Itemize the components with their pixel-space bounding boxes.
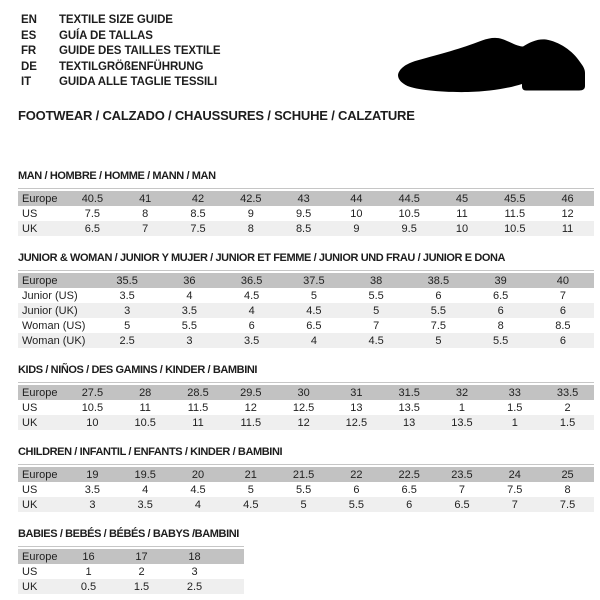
table-row xyxy=(18,564,244,579)
size-cell: 5 xyxy=(310,289,317,302)
size-cell: 42 xyxy=(191,192,205,205)
dress-shoe-silhouette xyxy=(398,38,585,92)
size-cell: 4 xyxy=(142,483,149,496)
size-cell: 7 xyxy=(458,483,466,496)
size-cell: 40.5 xyxy=(81,192,104,205)
size-section xyxy=(18,170,590,236)
language-row xyxy=(21,75,221,91)
size-cell: 44 xyxy=(350,192,363,205)
size-cell: 1.5 xyxy=(133,580,150,593)
section-title: JUNIOR & WOMAN / JUNIOR Y MUJER / JUNIOR ET FEMME / JUNIOR UND FRAU / JUNIOR E DONA xyxy=(18,252,506,264)
size-cell: 5.5 xyxy=(492,334,509,347)
size-cell: 31 xyxy=(350,386,363,399)
language-title: TEXTILGRÖßENFÜHRUNG xyxy=(59,60,204,73)
table-row xyxy=(18,303,594,318)
language-code: FR xyxy=(21,45,37,57)
size-cell: 5.5 xyxy=(295,483,312,496)
size-cell: 21.5 xyxy=(292,468,315,481)
row-label: Europe xyxy=(22,550,58,563)
size-cell: 8.5 xyxy=(555,319,571,332)
size-cell: 7 xyxy=(559,289,566,302)
size-table-grid xyxy=(18,385,594,430)
size-cell: 13 xyxy=(403,416,416,429)
section-title: MAN / HOMBRE / HOMME / MANN / MAN xyxy=(18,170,216,182)
size-cell: 10.5 xyxy=(504,222,526,235)
size-cell: 9 xyxy=(247,207,254,220)
size-cell: 10.5 xyxy=(134,416,156,429)
row-label: UK xyxy=(22,416,38,429)
size-cell: 10 xyxy=(86,416,99,429)
size-cell: 6.5 xyxy=(84,222,101,235)
size-cell: 7.5 xyxy=(84,207,101,220)
size-cell: 28 xyxy=(139,386,152,399)
table-row xyxy=(18,385,594,400)
size-cell: 12.5 xyxy=(292,401,315,414)
size-cell: 32 xyxy=(455,386,469,399)
size-cell: 3 xyxy=(89,498,96,511)
language-title: TEXTILE SIZE GUIDE xyxy=(59,14,173,26)
size-cell: 11.5 xyxy=(240,416,262,429)
size-cell: 1.5 xyxy=(507,401,523,414)
size-cell: 11 xyxy=(561,222,574,235)
size-cell: 3.5 xyxy=(119,289,135,302)
size-cell: 7.5 xyxy=(430,319,447,332)
section-title: BABIES / BEBÉS / BÉBÉS / BABYS /BAMBINI xyxy=(18,528,239,540)
size-cell: 5 xyxy=(247,483,254,496)
size-cell: 45.5 xyxy=(504,192,526,205)
row-label: Woman (UK) xyxy=(22,334,86,347)
row-label: UK xyxy=(22,222,38,235)
empty-cell xyxy=(221,549,244,564)
size-cell: 22.5 xyxy=(398,468,420,481)
size-cell: 6 xyxy=(497,304,504,317)
size-cell: 7 xyxy=(142,222,149,235)
size-cell: 7.5 xyxy=(190,222,206,235)
size-cell: 6 xyxy=(559,304,566,317)
row-label: UK xyxy=(22,498,38,511)
table-row xyxy=(18,400,594,415)
size-cell: 6.5 xyxy=(306,319,322,332)
size-cell: 9.5 xyxy=(295,207,312,220)
size-cell: 8 xyxy=(142,207,149,220)
row-label: Europe xyxy=(22,274,58,287)
size-cell: 37.5 xyxy=(303,274,325,287)
language-code: IT xyxy=(21,76,32,88)
size-cell: 5 xyxy=(373,304,380,317)
size-cell: 3 xyxy=(191,565,198,578)
size-cell: 22 xyxy=(350,468,363,481)
size-cell: 38.5 xyxy=(427,274,450,287)
empty-cell xyxy=(221,579,244,594)
size-cell: 12 xyxy=(297,416,310,429)
size-cell: 12.5 xyxy=(345,416,368,429)
size-cell: 0.5 xyxy=(80,580,97,593)
size-cell: 44.5 xyxy=(398,192,420,205)
size-cell: 19.5 xyxy=(134,468,156,481)
size-cell: 8.5 xyxy=(295,222,312,235)
size-cell: 9 xyxy=(353,222,360,235)
row-label: UK xyxy=(22,580,38,593)
size-cell: 42.5 xyxy=(240,192,262,205)
table-row xyxy=(18,333,594,348)
row-label: US xyxy=(22,483,38,496)
size-cell: 2.5 xyxy=(119,334,135,347)
language-title: GUIDA ALLE TAGLIE TESSILI xyxy=(59,76,218,88)
size-cell: 16 xyxy=(82,550,95,563)
size-cell: 23.5 xyxy=(451,468,473,481)
size-cell: 8 xyxy=(247,222,254,235)
size-cell: 6 xyxy=(559,334,566,347)
size-table xyxy=(18,270,594,348)
size-cell: 5.5 xyxy=(430,304,447,317)
size-cell: 5 xyxy=(300,498,307,511)
size-cell: 6.5 xyxy=(454,498,470,511)
table-row xyxy=(18,467,594,482)
size-table xyxy=(18,382,594,430)
size-table xyxy=(18,546,244,594)
language-code: ES xyxy=(21,29,37,42)
size-cell: 8.5 xyxy=(190,207,206,220)
size-cell: 3.5 xyxy=(243,334,260,347)
language-row xyxy=(21,60,221,76)
size-cell: 7.5 xyxy=(507,483,523,496)
size-section xyxy=(18,252,590,348)
size-cell: 13.5 xyxy=(451,416,473,429)
size-table xyxy=(18,188,594,236)
size-cell: 2.5 xyxy=(186,580,203,593)
language-code: DE xyxy=(21,60,37,73)
size-tables xyxy=(18,170,590,600)
language-row xyxy=(21,29,221,45)
size-cell: 11 xyxy=(139,401,151,414)
table-row xyxy=(18,221,594,236)
table-row xyxy=(18,482,594,497)
section-title: CHILDREN / INFANTIL / ENFANTS / KINDER / BAMBINI xyxy=(18,446,283,458)
size-cell: 6.5 xyxy=(492,289,509,302)
size-cell: 43 xyxy=(297,192,310,205)
size-cell: 3 xyxy=(124,304,131,317)
table-row xyxy=(18,288,594,303)
size-table-grid xyxy=(18,191,594,236)
size-cell: 33 xyxy=(508,386,521,399)
size-cell: 19 xyxy=(86,468,99,481)
dress-shoe-icon xyxy=(398,34,588,94)
size-cell: 7 xyxy=(373,319,380,332)
size-table-grid xyxy=(18,549,244,594)
size-cell: 7 xyxy=(511,498,518,511)
row-label: Junior (UK) xyxy=(22,304,78,317)
size-section xyxy=(18,446,590,512)
size-cell: 8 xyxy=(497,319,504,332)
size-cell: 33.5 xyxy=(556,386,579,399)
size-cell: 35.5 xyxy=(116,274,138,287)
size-cell: 4 xyxy=(310,334,317,347)
size-cell: 2 xyxy=(138,565,145,578)
size-cell: 11 xyxy=(456,207,468,220)
row-label: Europe xyxy=(22,468,58,481)
size-cell: 21 xyxy=(244,468,257,481)
size-cell: 9.5 xyxy=(401,222,417,235)
size-cell: 24 xyxy=(508,468,521,481)
size-cell: 31.5 xyxy=(398,386,420,399)
size-cell: 5 xyxy=(435,334,442,347)
size-cell: 11.5 xyxy=(504,207,526,220)
size-table-grid xyxy=(18,273,594,348)
table-row xyxy=(18,273,594,288)
size-cell: 10 xyxy=(350,207,363,220)
table-row xyxy=(18,497,594,512)
size-cell: 28.5 xyxy=(187,386,209,399)
size-cell: 36.5 xyxy=(240,274,263,287)
size-cell: 29.5 xyxy=(240,386,262,399)
section-title: KIDS / NIÑOS / DES GAMINS / KINDER / BAMBINI xyxy=(18,364,258,376)
empty-cell xyxy=(221,564,244,579)
language-title: GUIDE DES TAILLES TEXTILE xyxy=(59,45,221,57)
size-cell: 4.5 xyxy=(243,289,260,302)
size-cell: 13 xyxy=(350,401,363,414)
size-cell: 11.5 xyxy=(187,401,209,414)
size-cell: 4 xyxy=(186,289,193,302)
size-cell: 5.5 xyxy=(181,319,198,332)
size-cell: 40 xyxy=(556,274,569,287)
language-title: GUÍA DE TALLAS xyxy=(59,29,153,42)
size-cell: 25 xyxy=(561,468,574,481)
size-cell: 4.5 xyxy=(368,334,384,347)
size-cell: 3.5 xyxy=(181,304,198,317)
size-cell: 39 xyxy=(494,274,507,287)
size-cell: 13.5 xyxy=(398,401,420,414)
size-cell: 2 xyxy=(564,401,571,414)
size-cell: 46 xyxy=(561,192,574,205)
size-cell: 4 xyxy=(194,498,202,511)
size-cell: 1 xyxy=(85,565,92,578)
size-table xyxy=(18,464,594,512)
size-cell: 38 xyxy=(370,274,383,287)
table-row xyxy=(18,549,244,564)
size-cell: 10.5 xyxy=(398,207,420,220)
size-cell: 7.5 xyxy=(559,498,576,511)
size-cell: 18 xyxy=(188,550,201,563)
row-label: US xyxy=(22,401,38,414)
table-row xyxy=(18,191,594,206)
size-cell: 1.5 xyxy=(559,416,576,429)
row-label: Europe xyxy=(22,386,58,399)
language-row xyxy=(21,44,221,60)
size-cell: 6 xyxy=(248,319,255,332)
table-row xyxy=(18,579,244,594)
size-cell: 20 xyxy=(191,468,205,481)
size-cell: 4 xyxy=(248,304,255,317)
table-row xyxy=(18,415,594,430)
language-code: EN xyxy=(21,14,37,26)
row-label: US xyxy=(22,207,38,220)
size-cell: 10.5 xyxy=(81,401,104,414)
table-row xyxy=(18,206,594,221)
size-cell: 41 xyxy=(139,192,152,205)
size-cell: 4.5 xyxy=(190,483,206,496)
size-cell: 17 xyxy=(135,550,148,563)
size-cell: 5.5 xyxy=(348,498,365,511)
size-cell: 1 xyxy=(511,416,518,429)
size-cell: 3.5 xyxy=(84,483,101,496)
size-cell: 11 xyxy=(192,416,204,429)
size-cell: 12 xyxy=(561,207,574,220)
size-section xyxy=(18,528,590,594)
size-cell: 5.5 xyxy=(368,289,384,302)
size-cell: 3.5 xyxy=(137,498,153,511)
size-cell: 12 xyxy=(244,401,257,414)
size-cell: 1 xyxy=(458,401,466,414)
table-row xyxy=(18,318,594,333)
size-cell: 27.5 xyxy=(81,386,104,399)
row-label: Woman (US) xyxy=(22,319,86,332)
size-cell: 30 xyxy=(297,386,310,399)
size-cell: 36 xyxy=(183,274,196,287)
row-label: Europe xyxy=(22,192,58,205)
size-cell: 5 xyxy=(124,319,131,332)
row-label: US xyxy=(22,565,38,578)
size-cell: 6 xyxy=(406,498,413,511)
size-table-grid xyxy=(18,467,594,512)
size-cell: 45 xyxy=(455,192,469,205)
category-title: FOOTWEAR / CALZADO / CHAUSSURES / SCHUHE / CALZATURE xyxy=(18,108,415,123)
size-cell: 4.5 xyxy=(243,498,259,511)
size-cell: 6 xyxy=(435,289,442,302)
size-cell: 6.5 xyxy=(401,483,417,496)
row-label: Junior (US) xyxy=(22,289,78,302)
size-cell: 10 xyxy=(455,222,469,235)
size-cell: 3 xyxy=(186,334,193,347)
size-cell: 8 xyxy=(564,483,571,496)
size-cell: 6 xyxy=(353,483,360,496)
language-row xyxy=(21,13,221,29)
size-cell: 4.5 xyxy=(306,304,322,317)
size-section xyxy=(18,364,590,430)
language-list xyxy=(21,13,221,91)
